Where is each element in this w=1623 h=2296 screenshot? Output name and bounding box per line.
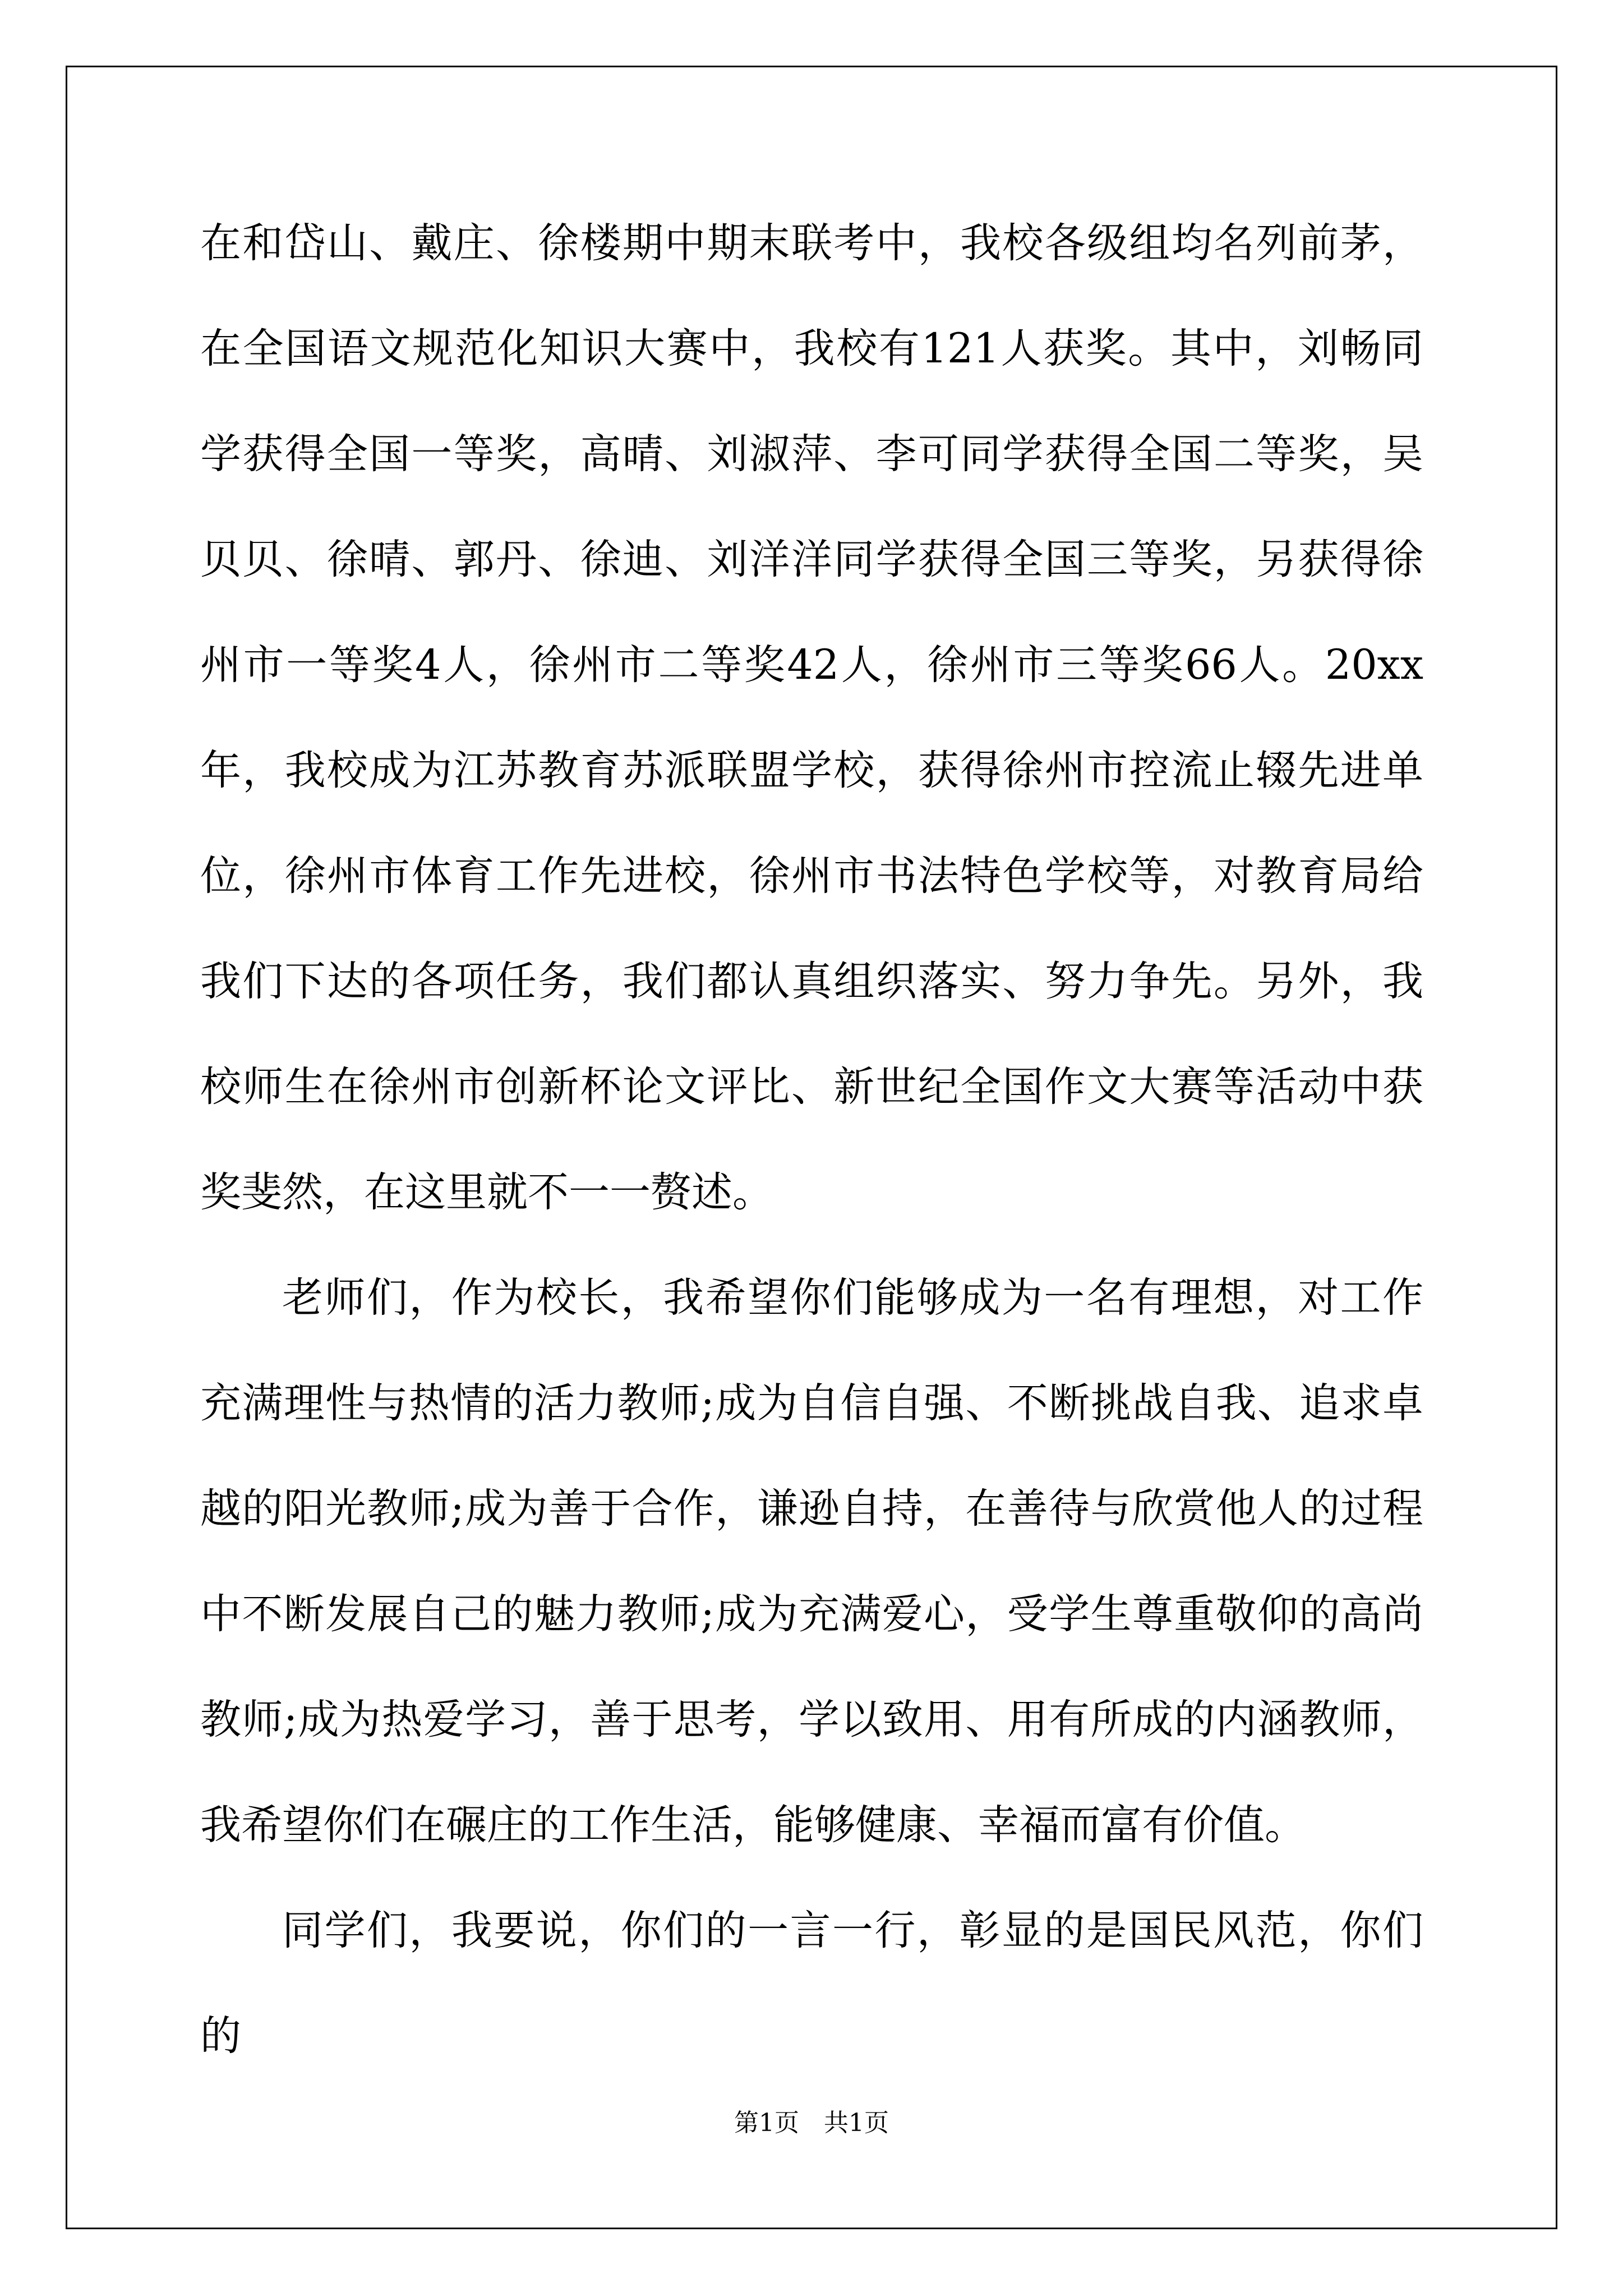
- page-footer: [0, 2106, 1623, 2140]
- document-body: [200, 191, 1423, 2089]
- paragraph-3: 同学们，我要说，你们的一言一行，彰显的是国民风范，你们的: [200, 1907, 1423, 2060]
- paragraph-2: 老师们，作为校长，我希望你们能够成为一名有理想，对工作充满理性与热情的活力教师;成为自信自强、不断挑战自我、追求卓越的阳光教师;成为善于合作，谦逊自持，在善待与欣赏他人的过程中不断发展自己的魅力教师;成为充满爱心，受学生尊重敬仰的高尚教师;成为热爱学习，善于思考，学以致用、用有所成的内涵教师，我希望你们在碾庄的工作生活，能够健康、幸福而富有价值。: [200, 1274, 1423, 1849]
- paragraph-1: 在和岱山、戴庄、徐楼期中期末联考中，我校各级组均名列前茅，在全国语文规范化知识大赛中，我校有121人获奖。其中，刘畅同学获得全国一等奖，高晴、刘淑萍、李可同学获得全国二等奖，吴贝贝、徐晴、郭丹、徐迪、刘洋洋同学获得全国三等奖，另获得徐州市一等奖4人，徐州市二等奖42人，徐州市三等奖66人。20xx年，我校成为江苏教育苏派联盟学校，获得徐州市控流止辍先进单位，徐州市体育工作先进校，徐州市书法特色学校等，对教育局给我们下达的各项任务，我们都认真组织落实、努力争先。另外，我校师生在徐州市创新杯论文评比、新世纪全国作文大赛等活动中获奖斐然，在这里就不一一赘述。: [200, 219, 1423, 1216]
- page-number-current: 第1页: [734, 2109, 799, 2137]
- page-number-total: 共1页: [824, 2109, 889, 2137]
